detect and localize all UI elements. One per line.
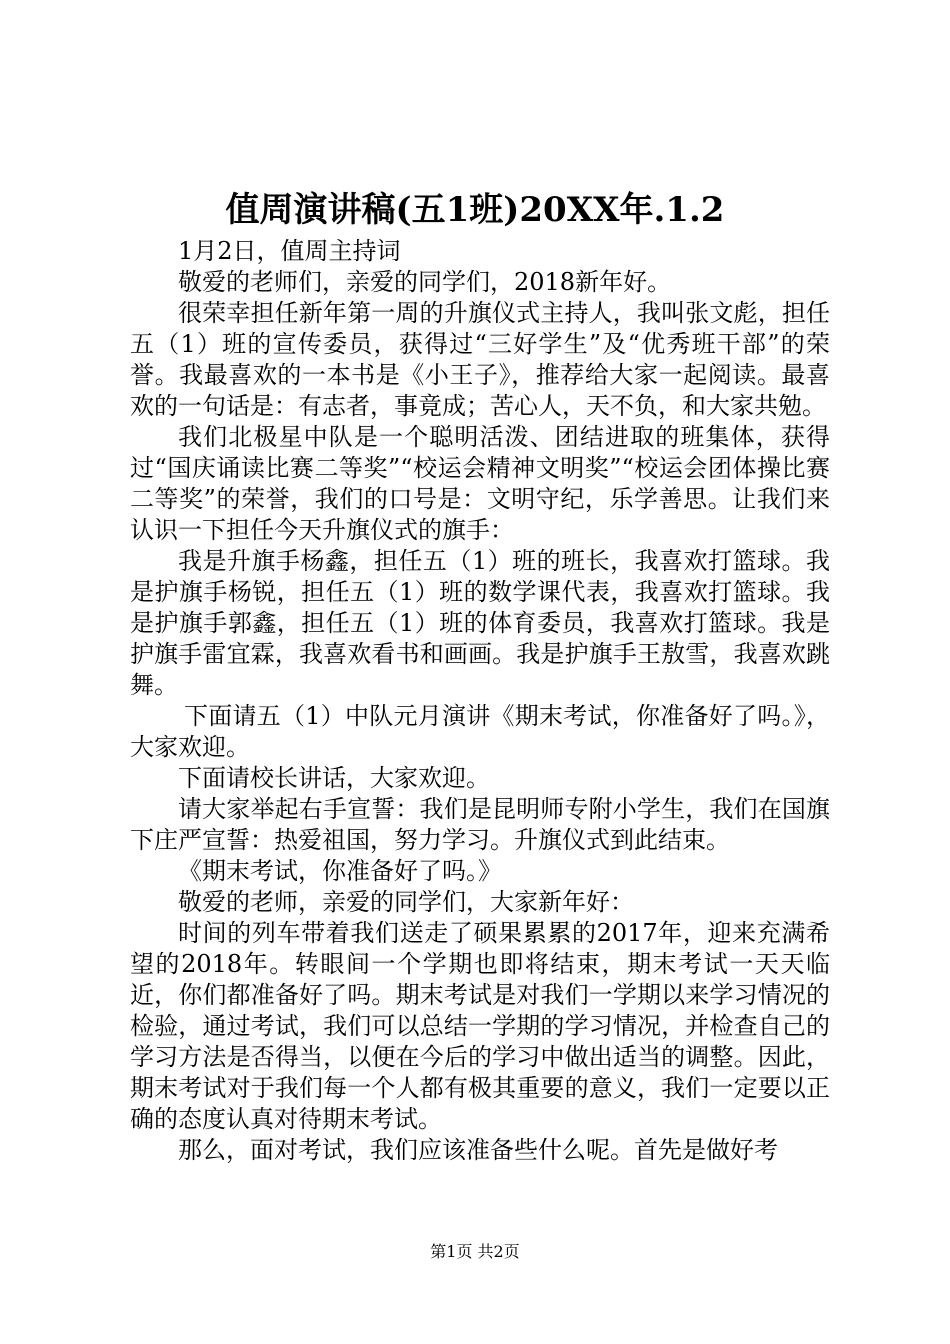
paragraph-speech-invite: 下面请五（1）中队元月演讲《期末考试，你准备好了吗。》，大家欢迎。	[130, 702, 830, 761]
paragraph-flag-bearers: 我是升旗手杨鑫，担任五（1）班的班长，我喜欢打篮球。我是护旗手杨锐，担任五（1）班的数学课代表，我喜欢打篮球。我是护旗手郭鑫，担任五（1）班的体育委员，我喜欢打篮球。我是护旗手雷宜霖，我喜欢看书和画画。我是护旗手王敖雪，我喜欢跳舞。	[130, 547, 830, 699]
paragraph-speech-continued: 那么，面对考试，我们应该准备些什么呢。首先是做好考	[178, 1136, 778, 1164]
paragraph-host-intro: 很荣幸担任新年第一周的升旗仪式主持人，我叫张文彪，担任五（1）班的宣传委员，获得过“三好学生”及“优秀班干部”的荣誉。我最喜欢的一本书是《小王子》，推荐给大家一起阅读。最喜欢的一句话是：有志者，事竟成；苦心人，天不负，和大家共勉。	[130, 299, 830, 420]
paragraph-date: 1月2日，值周主持词	[178, 237, 401, 265]
paragraph-speech-body: 时间的列车带着我们送走了硕果累累的2017年，迎来充满希望的2018年。转眼间一个学期也即将结束，期末考试一天天临近，你们都准备好了吗。期末考试是对我们一学期以来学习情况的检验，通过考试，我们可以总结一学期的学习情况，并检查自己的学习方法是否得当，以便在今后的学习中做出适当的调整。因此，期末考试对于我们每一个人都有极其重要的意义，我们一定要以正确的态度认真对待期末考试。	[130, 919, 830, 1133]
paragraph-class-intro: 我们北极星中队是一个聪明活泼、团结进取的班集体，获得过“国庆诵读比赛二等奖”“校运会精神文明奖”“校运会团体操比赛二等奖”的荣誉，我们的口号是：文明守纪，乐学善思。让我们来认识一下担任今天升旗仪式的旗手：	[130, 423, 830, 544]
page-footer: 第1页 共2页	[430, 1242, 520, 1261]
paragraph-oath: 请大家举起右手宣誓：我们是昆明师专附小学生，我们在国旗下庄严宣誓：热爱祖国，努力学习。升旗仪式到此结束。	[130, 795, 830, 854]
paragraph-speech-title: 《期末考试，你准备好了吗。》	[178, 857, 502, 885]
paragraph-speech-greeting: 敬爱的老师，亲爱的同学们，大家新年好：	[178, 888, 634, 916]
document-body	[130, 236, 830, 1166]
document-title: 值周演讲稿(五1班)20XX年.1.2	[225, 190, 725, 230]
paragraph-principal: 下面请校长讲话，大家欢迎。	[178, 764, 490, 792]
paragraph-greeting: 敬爱的老师们，亲爱的同学们，2018新年好。	[178, 268, 672, 296]
